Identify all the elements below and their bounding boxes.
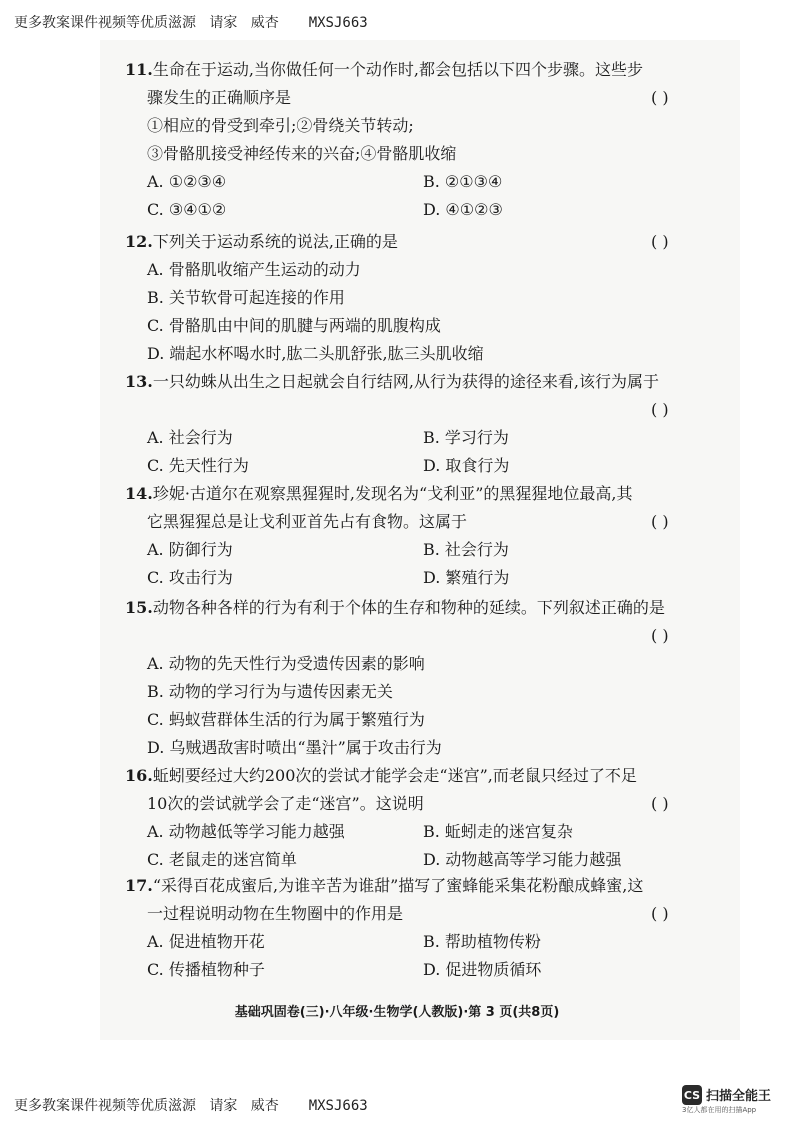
answer-blank[interactable]: ( ) (651, 232, 669, 251)
question-stem: 生命在于运动,当你做任何一个动作时,都会包括以下四个步骤。这些步 (152, 60, 644, 79)
option-c: C. ③④①② (147, 200, 227, 219)
answer-blank[interactable]: ( ) (651, 904, 669, 923)
question-12 (125, 228, 723, 368)
option-a: A. 动物越低等学习能力越强 (147, 822, 345, 841)
statement-line: ①相应的骨受到牵引;②骨绕关节转动; (147, 116, 414, 135)
option-d: D. 端起水杯喝水时,肱二头肌舒张,肱三头肌收缩 (147, 344, 484, 363)
option-a: A. 骨骼肌收缩产生运动的动力 (147, 260, 361, 279)
question-number: 12. (125, 232, 153, 251)
option-c: C. 老鼠走的迷宫简单 (147, 850, 297, 869)
option-d: D. 取食行为 (423, 456, 510, 475)
option-b: B. 学习行为 (423, 428, 509, 447)
scanner-app-name: 扫描全能王 (706, 1089, 772, 1104)
question-stem-cont: 骤发生的正确顺序是 (147, 88, 292, 107)
option-a: A. 防御行为 (147, 540, 233, 559)
page-footer: 基础巩固卷(三)·八年级·生物学(人教版)·第 3 页(共8页) (234, 1005, 560, 1020)
question-stem: 蚯蚓要经过大约200次的尝试才能学会走“迷宫”,而老鼠只经过了不足 (152, 766, 637, 785)
option-d: D. ④①②③ (423, 200, 503, 219)
option-a: A. ①②③④ (147, 172, 227, 191)
scanner-logo (680, 1083, 790, 1115)
cs-logo-icon: CS (682, 1085, 702, 1105)
question-17 (125, 872, 723, 984)
question-stem: “采得百花成蜜后,为谁辛苦为谁甜”描写了蜜蜂能采集花粉酿成蜂蜜,这 (152, 876, 644, 895)
top-banner (14, 12, 368, 32)
option-c: C. 骨骼肌由中间的肌腱与两端的肌腹构成 (147, 316, 441, 335)
question-stem-cont: 它黑猩猩总是让戈利亚首先占有食物。这属于 (147, 512, 468, 531)
question-stem: 一只幼蛛从出生之日起就会自行结网,从行为获得的途径来看,该行为属于 (152, 372, 660, 391)
option-d: D. 繁殖行为 (423, 568, 510, 587)
option-b: B. 动物的学习行为与遗传因素无关 (147, 682, 393, 701)
question-16 (125, 762, 723, 874)
question-stem: 下列关于运动系统的说法,正确的是 (152, 232, 398, 251)
banner-text: 更多教案课件视频等优质滋源 请家 威杏 (14, 1098, 279, 1114)
question-13 (125, 368, 723, 480)
question-14 (125, 480, 723, 592)
option-b: B. 关节软骨可起连接的作用 (147, 288, 345, 307)
answer-blank[interactable]: ( ) (651, 88, 669, 107)
option-d: D. 促进物质循环 (423, 960, 542, 979)
statement-line: ③骨骼肌接受神经传来的兴奋;④骨骼肌收缩 (147, 144, 457, 163)
question-15 (125, 594, 723, 762)
option-b: B. 蚯蚓走的迷宫复杂 (423, 822, 573, 841)
question-number: 14. (125, 484, 153, 503)
answer-blank[interactable]: ( ) (651, 794, 669, 813)
option-a: A. 社会行为 (147, 428, 233, 447)
question-stem-cont: 一过程说明动物在生物圈中的作用是 (147, 904, 404, 923)
answer-blank[interactable]: ( ) (651, 400, 669, 419)
option-a: A. 动物的先天性行为受遗传因素的影响 (147, 654, 425, 673)
answer-blank[interactable]: ( ) (651, 512, 669, 531)
question-number: 13. (125, 372, 153, 391)
question-number: 11. (125, 60, 153, 79)
question-stem: 动物各种各样的行为有利于个体的生存和物种的延续。下列叙述正确的是 (152, 598, 665, 617)
option-c: C. 蚂蚁营群体生活的行为属于繁殖行为 (147, 710, 425, 729)
option-c: C. 攻击行为 (147, 568, 233, 587)
question-11 (125, 56, 723, 224)
answer-blank[interactable]: ( ) (651, 626, 669, 645)
question-stem-cont: 10次的尝试就学会了走“迷宫”。这说明 (147, 794, 424, 813)
option-c: C. 先天性行为 (147, 456, 249, 475)
option-d: D. 乌贼遇敌害时喷出“墨汁”属于攻击行为 (147, 738, 442, 757)
option-c: C. 传播植物种子 (147, 960, 265, 979)
scanner-tagline: 3亿人都在用的扫描App (682, 1106, 757, 1114)
bottom-banner (14, 1095, 368, 1115)
banner-code: MXSJ663 (308, 15, 368, 31)
question-stem: 珍妮·古道尔在观察黑猩猩时,发现名为“戈利亚”的黑猩猩地位最高,其 (152, 484, 633, 503)
question-number: 15. (125, 598, 153, 617)
option-b: B. 社会行为 (423, 540, 509, 559)
option-d: D. 动物越高等学习能力越强 (423, 850, 622, 869)
banner-code: MXSJ663 (308, 1098, 368, 1114)
question-number: 16. (125, 766, 153, 785)
question-number: 17. (125, 876, 153, 895)
banner-text: 更多教案课件视频等优质滋源 请家 威杏 (14, 15, 279, 31)
option-b: B. 帮助植物传粉 (423, 932, 541, 951)
option-a: A. 促进植物开花 (147, 932, 265, 951)
option-b: B. ②①③④ (423, 172, 503, 191)
